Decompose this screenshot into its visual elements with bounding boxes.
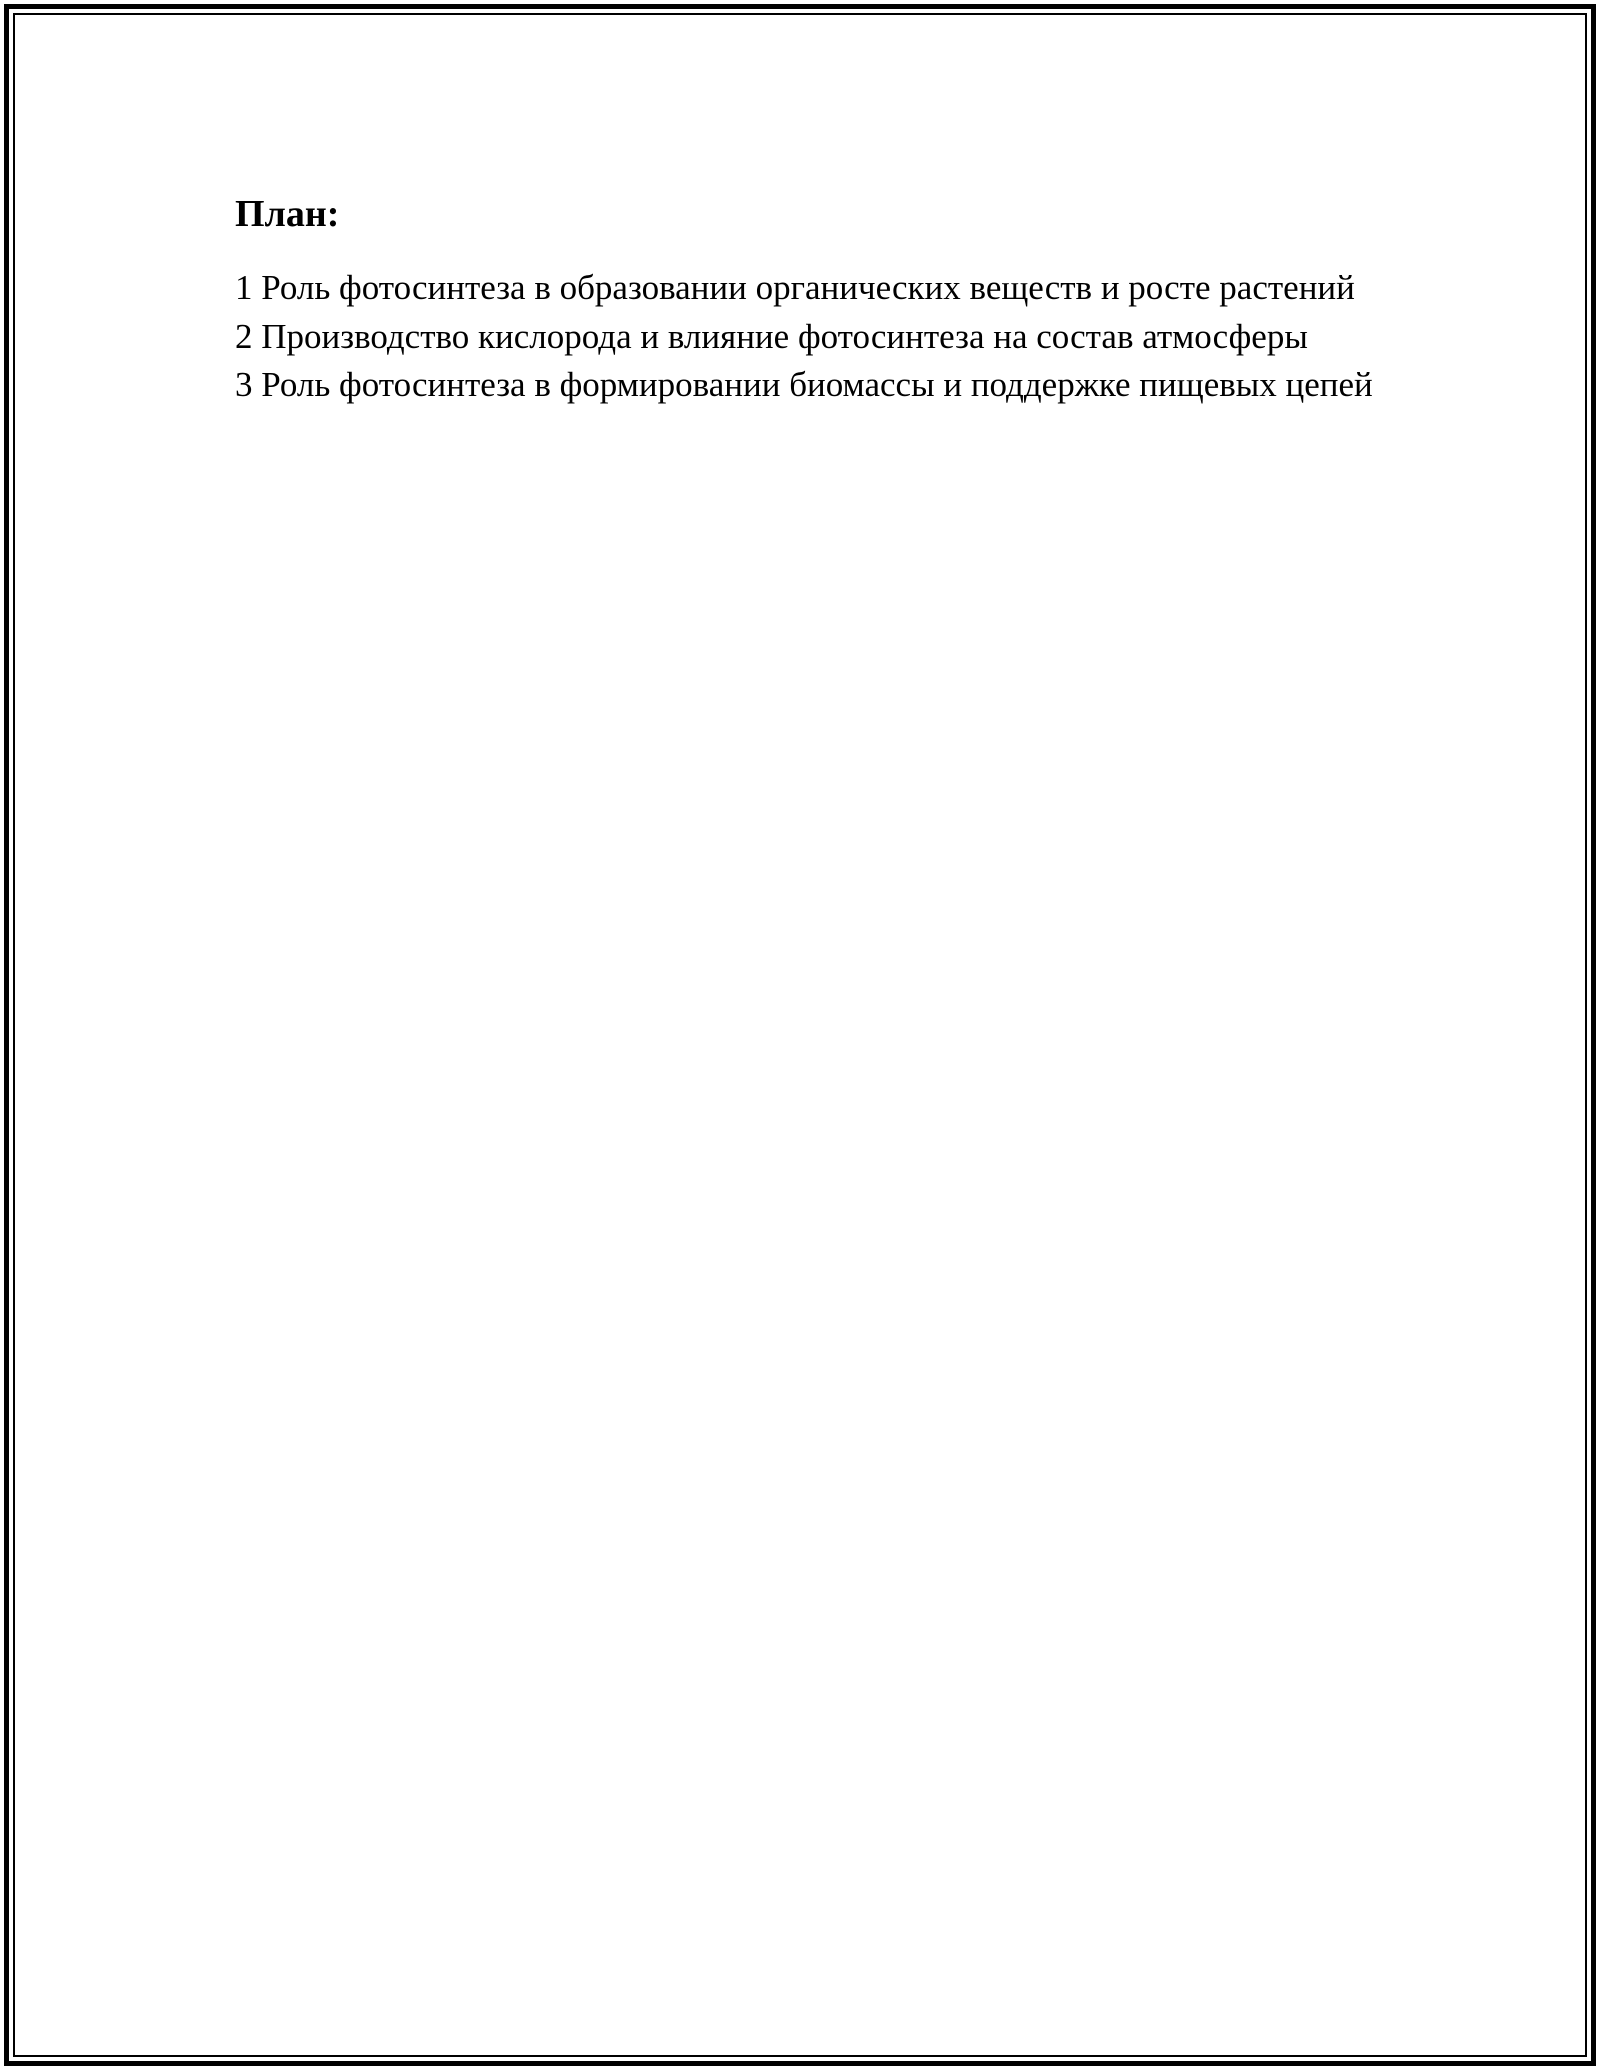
plan-title: План: [235, 193, 340, 235]
plan-list [235, 264, 1375, 410]
plan-item-1: 1 Роль фотосинтеза в образовании органических веществ и росте растений [235, 268, 1355, 307]
page-content [235, 190, 1375, 410]
plan-item-3: 3 Роль фотосинтеза в формировании биомассы и поддержке пищевых цепей [235, 365, 1373, 404]
plan-item-2: 2 Производство кислорода и влияние фотосинтеза на состав атмосферы [235, 316, 1308, 356]
